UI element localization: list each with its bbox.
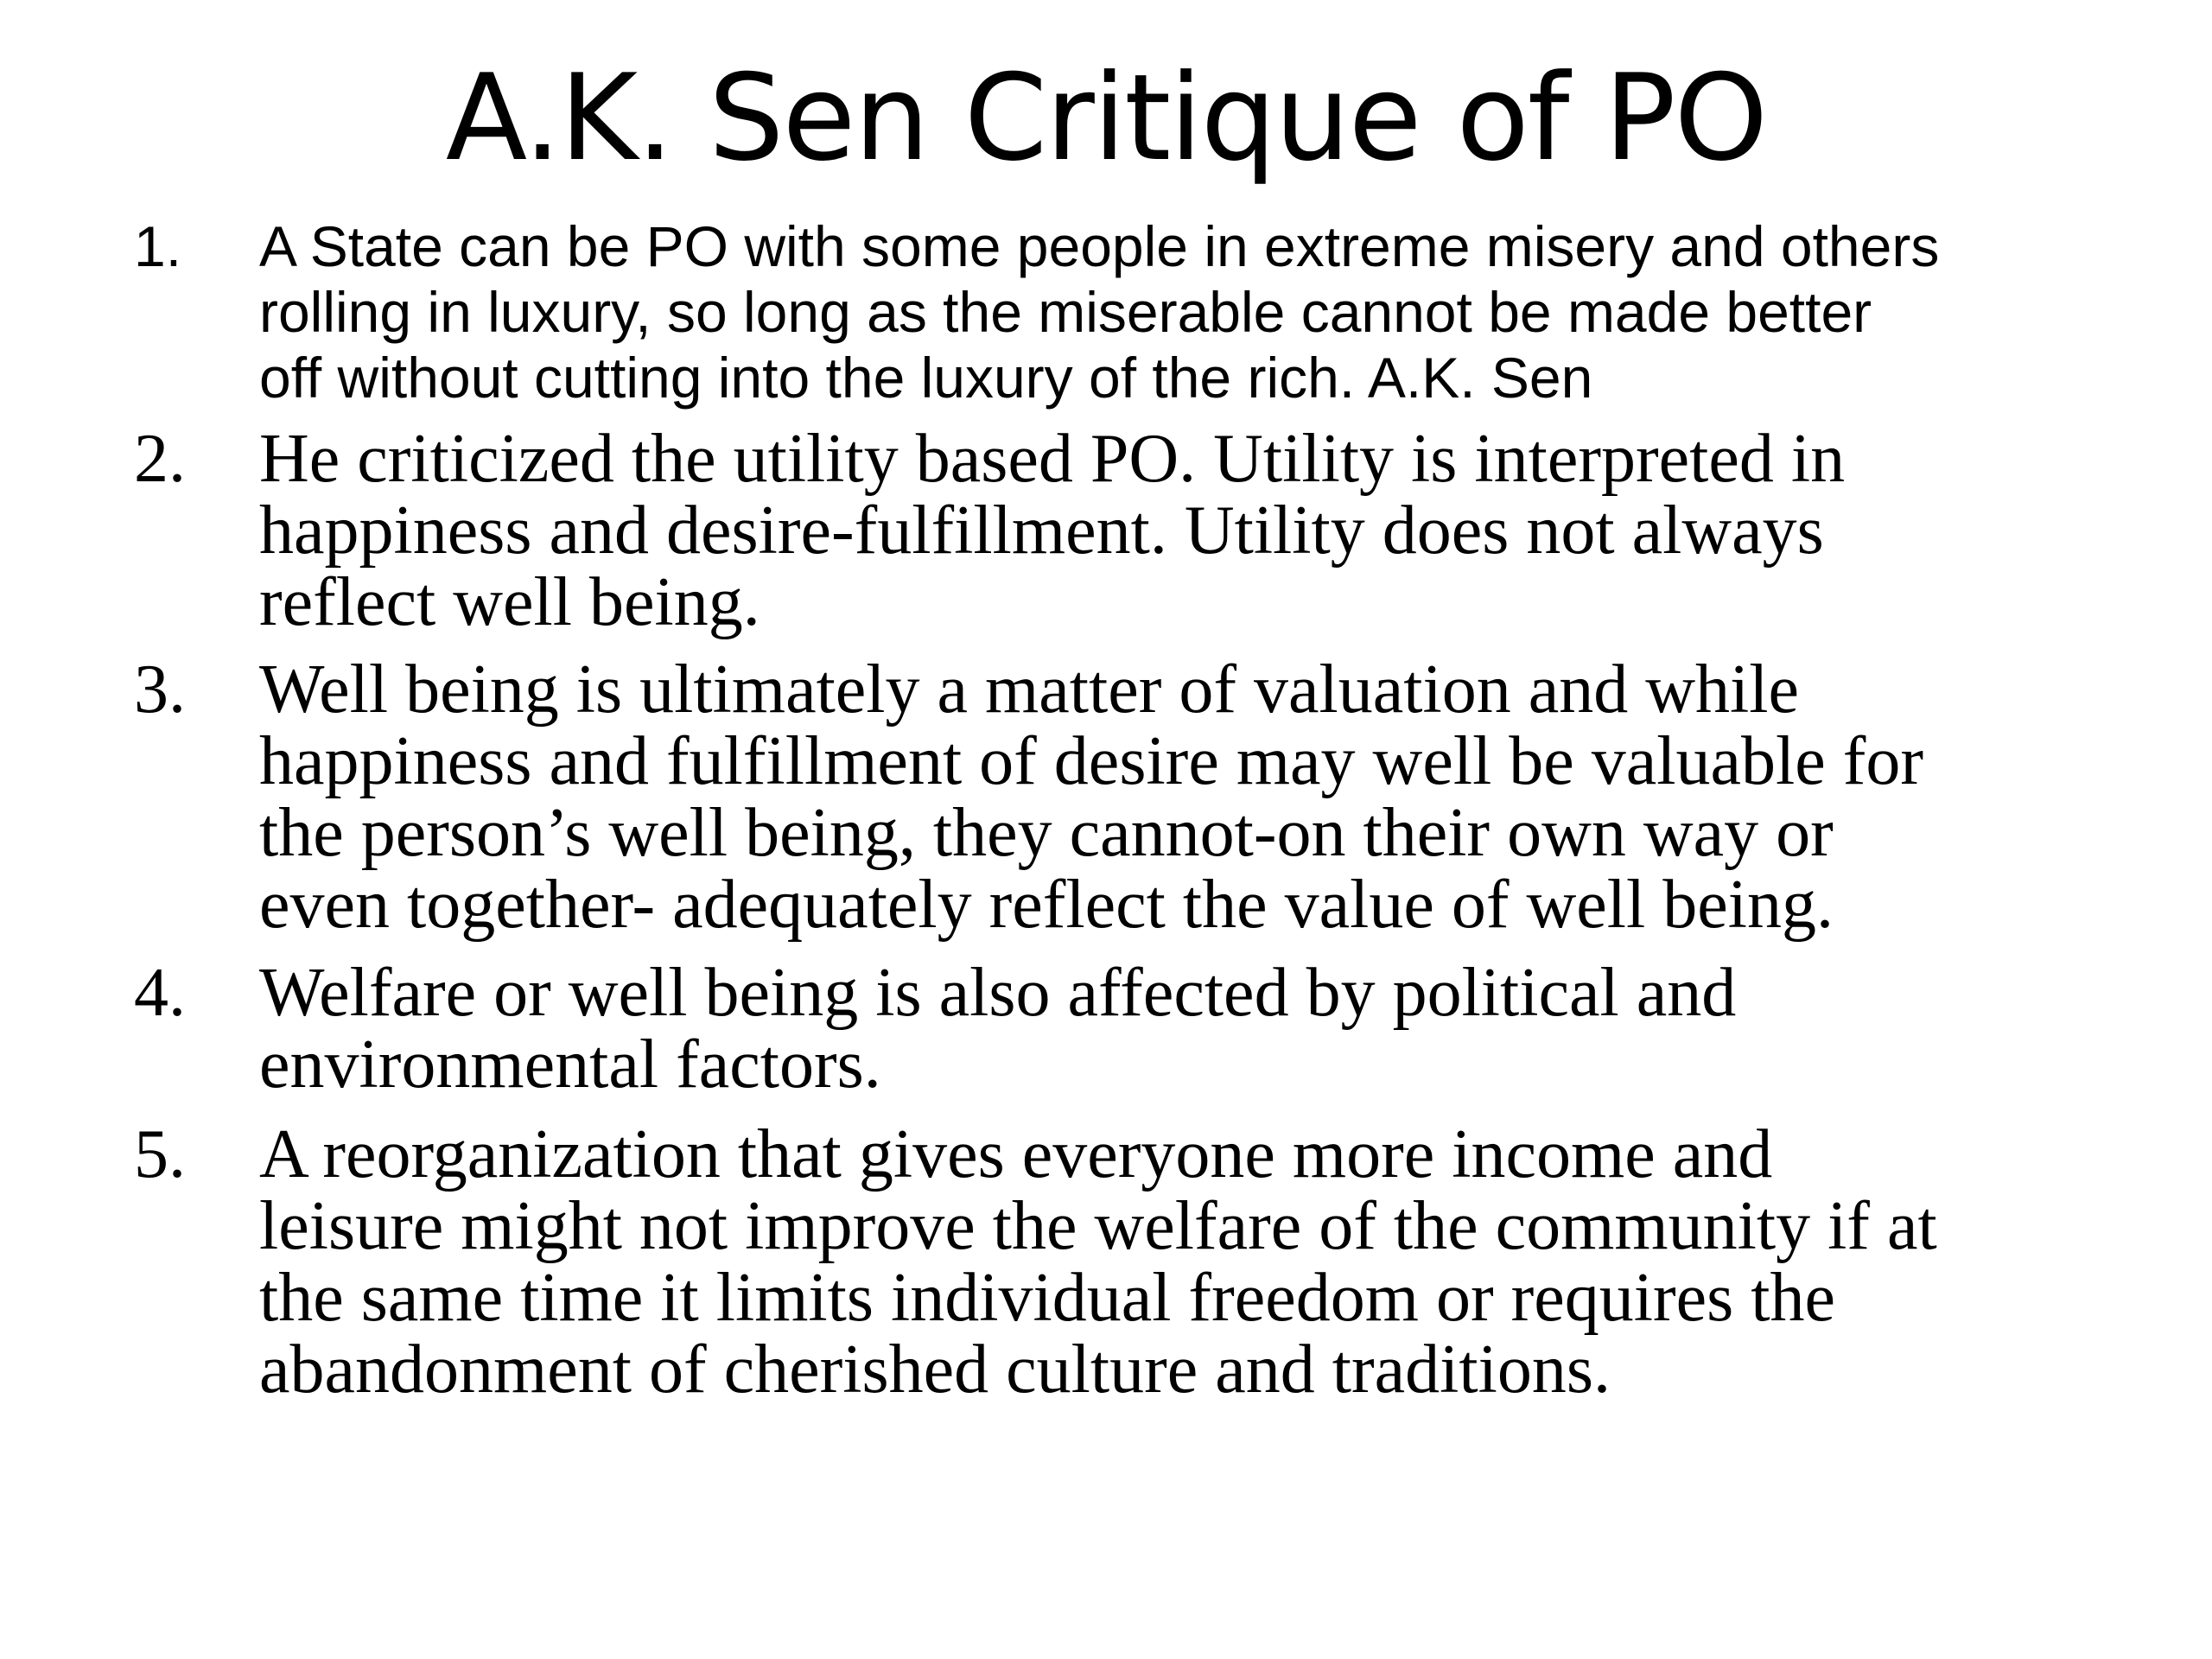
list-item-line: abandonment of cherished culture and traditions.	[259, 1332, 1611, 1408]
list-item-line: happiness and desire-fulfillment. Utility does not always	[259, 493, 1824, 569]
list-item-text	[259, 213, 2186, 410]
list-item-line: the same time it limits individual freedom or requires the	[259, 1260, 1835, 1336]
list-item-line: rolling in luxury, so long as the miserable cannot be made better	[259, 280, 1872, 344]
list-item-text	[259, 423, 2186, 639]
list-item-number: 5.	[134, 1116, 186, 1192]
list-item-line: the person’s well being, they cannot-on their own way or	[259, 795, 1834, 871]
list-item-number: 3.	[134, 652, 186, 728]
list-item-number: 1.	[134, 214, 182, 278]
list-item-line: off without cutting into the luxury of the rich. A.K. Sen	[259, 346, 1593, 410]
list-item-line: even together- adequately reflect the value of well being.	[259, 867, 1834, 943]
list-item-line: reflect well being.	[259, 564, 760, 640]
list-item-text	[259, 1116, 2186, 1408]
list-item-text	[259, 957, 2186, 1101]
list-item-line: Well being is ultimately a matter of valuation and while	[259, 652, 1799, 728]
list-item-line: happiness and fulfillment of desire may well be valuable for	[259, 723, 1924, 799]
slide-title: A.K. Sen Critique of PO	[445, 48, 1767, 188]
list-item-line: A State can be PO with some people in extreme misery and others	[259, 214, 1940, 278]
list-item-number: 4.	[134, 955, 186, 1031]
list-item-line: Welfare or well being is also affected by political and	[259, 955, 1737, 1031]
list-item-line: He criticized the utility based PO. Utility is interpreted in	[259, 421, 1846, 497]
list-item-line: leisure might not improve the welfare of the community if at	[259, 1188, 1937, 1264]
list-item-line: A reorganization that gives everyone more income and	[259, 1116, 1773, 1192]
list-item-text	[259, 654, 2186, 941]
list-item-number: 2.	[134, 421, 186, 497]
list-item-line: environmental factors.	[259, 1027, 881, 1103]
